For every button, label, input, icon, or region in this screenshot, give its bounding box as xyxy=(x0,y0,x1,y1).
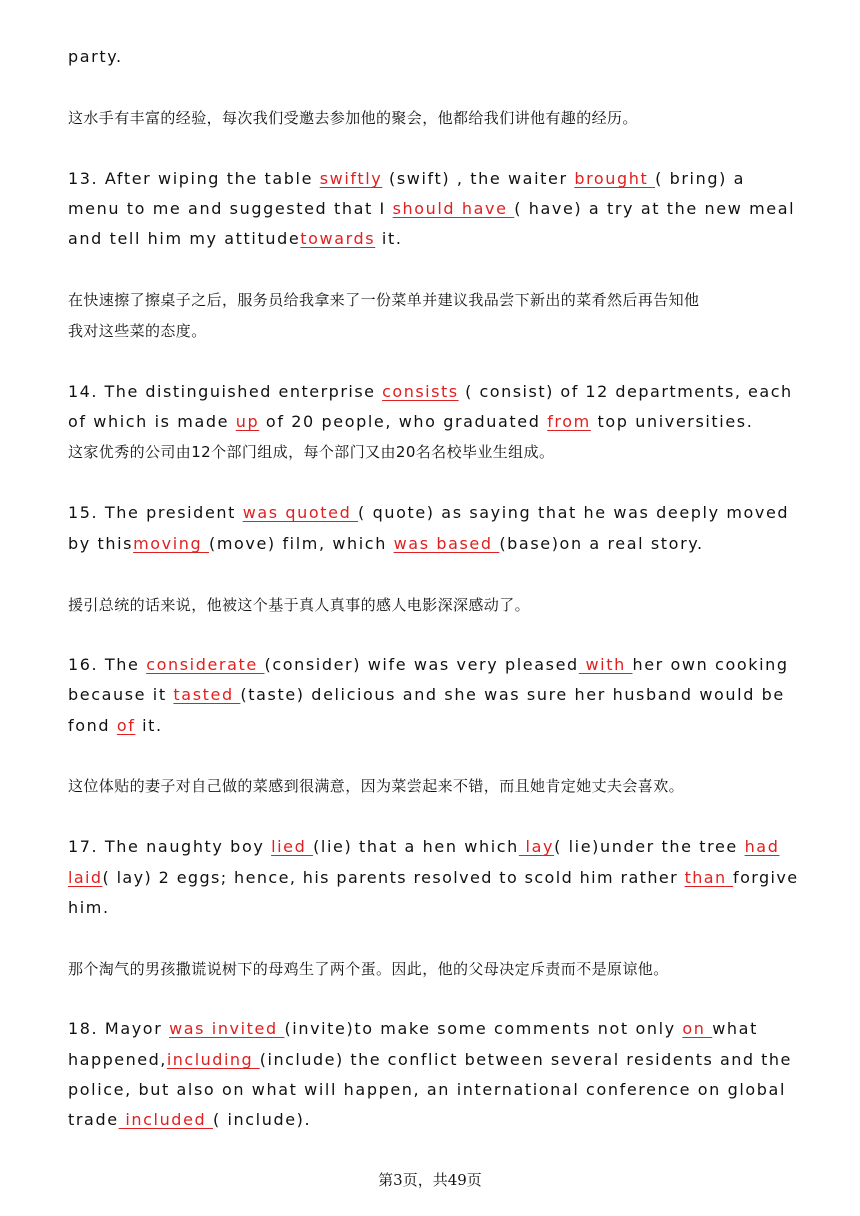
sentence-text: ( lie)under the tree xyxy=(554,837,745,856)
sentence-text: of which is made xyxy=(68,412,236,431)
sentence-text: 17. The naughty boy xyxy=(68,837,272,856)
translation-line: 那个淘气的男孩撒谎说树下的母鸡生了两个蛋。因此，他的父母决定斥责而不是原谅他。 xyxy=(68,960,669,978)
sentence-text: 16. The xyxy=(68,655,147,674)
sentence-text: what xyxy=(712,1019,758,1038)
sentence-text: (consider) wife was very pleased xyxy=(264,655,579,674)
sentence-text: it. xyxy=(375,229,403,248)
sentence-text: ( bring) a xyxy=(655,169,746,188)
answer-blank: had xyxy=(744,837,780,856)
answer-blank: than xyxy=(684,868,734,887)
translation-line: 援引总统的话来说，他被这个基于真人真事的感人电影深深感动了。 xyxy=(68,596,531,614)
sentence-text: (invite)to make some comments not only xyxy=(284,1019,683,1038)
sentence-text: forgive xyxy=(733,868,799,887)
sentence-text: of 20 people, who graduated xyxy=(259,412,548,431)
answer-blank: up xyxy=(235,412,260,431)
sentence-text: (lie) that a hen which xyxy=(313,837,519,856)
translation-line: 我对这些菜的态度。 xyxy=(68,322,207,340)
sentence-text: because it xyxy=(68,685,174,704)
sentence-text: ( quote) as saying that he was deeply moved xyxy=(358,503,790,522)
sentence-text: ( lay) 2 eggs; hence, his parents resolved to scold him rather xyxy=(102,868,685,887)
exercise-line xyxy=(68,1110,311,1130)
answer-blank: was invited xyxy=(169,1019,285,1038)
sentence-text: (taste) delicious and she was sure her husband would be xyxy=(240,685,785,704)
exercise-line xyxy=(68,534,704,554)
answer-blank: should have xyxy=(392,199,515,218)
sentence-text: happened, xyxy=(68,1050,167,1069)
answer-blank: from xyxy=(547,412,591,431)
answer-blank: moving xyxy=(133,534,209,553)
exercise-line xyxy=(68,837,779,857)
sentence-text: by this xyxy=(68,534,134,553)
page-footer: 第3页，共49页 xyxy=(378,1171,482,1189)
sentence-text: 14. The distinguished enterprise xyxy=(68,382,383,401)
sentence-text: police, but also on what will happen, an international conference on global xyxy=(68,1080,787,1099)
exercise-line xyxy=(68,169,745,189)
exercise-line xyxy=(68,868,798,888)
sentence-text: fond xyxy=(68,716,117,735)
answer-blank: included xyxy=(118,1110,213,1129)
exercise-line xyxy=(68,47,123,67)
sentence-text: menu to me and suggested that I xyxy=(68,199,393,218)
sentence-text: 18. Mayor xyxy=(68,1019,170,1038)
answer-blank: was quoted xyxy=(242,503,359,522)
sentence-text: 15. The president xyxy=(68,503,243,522)
sentence-text: ( include). xyxy=(212,1110,312,1129)
sentence-text: (base)on a real story. xyxy=(499,534,704,553)
exercise-line xyxy=(68,503,789,523)
sentence-text: and tell him my attitude xyxy=(68,229,301,248)
translation-line: 这水手有丰富的经验，每次我们受邀去参加他的聚会，他都给我们讲他有趣的经历。 xyxy=(68,109,638,127)
exercise-line xyxy=(68,1019,758,1039)
exercise-line xyxy=(68,898,110,918)
exercise-line xyxy=(68,716,163,736)
answer-blank: laid xyxy=(68,868,103,887)
exercise-line xyxy=(68,199,795,219)
translation-line: 这位体贴的妻子对自己做的菜感到很满意，因为菜尝起来不错，而且她肯定她丈夫会喜欢。 xyxy=(68,777,685,795)
exercise-line xyxy=(68,1080,786,1100)
sentence-text: trade xyxy=(68,1110,119,1129)
sentence-text: top universities. xyxy=(590,412,754,431)
sentence-text: ( consist) of 12 departments, each xyxy=(458,382,793,401)
sentence-text: it. xyxy=(135,716,163,735)
answer-blank: on xyxy=(682,1019,713,1038)
sentence-text: (include) the conflict between several residents and the xyxy=(259,1050,792,1069)
sentence-text: party. xyxy=(68,47,123,66)
exercise-line xyxy=(68,229,403,249)
answer-blank: with xyxy=(578,655,633,674)
answer-blank: lay xyxy=(518,837,555,856)
sentence-text: her own cooking xyxy=(632,655,789,674)
answer-blank: brought xyxy=(574,169,656,188)
exercise-line xyxy=(68,382,793,402)
answer-blank: lied xyxy=(271,837,314,856)
answer-blank: towards xyxy=(300,229,376,248)
answer-blank: was based xyxy=(393,534,500,553)
answer-blank: including xyxy=(166,1050,260,1069)
sentence-text: (swift) , the waiter xyxy=(382,169,575,188)
answer-blank: of xyxy=(116,716,136,735)
answer-blank: consists xyxy=(382,382,459,401)
answer-blank: tasted xyxy=(173,685,241,704)
exercise-line xyxy=(68,655,789,675)
exercise-line xyxy=(68,412,753,432)
translation-line: 这家优秀的公司由12个部门组成，每个部门又由20名名校毕业生组成。 xyxy=(68,443,555,461)
exercise-line xyxy=(68,685,785,705)
sentence-text: him. xyxy=(68,898,110,917)
exercise-line xyxy=(68,1050,792,1070)
answer-blank: swiftly xyxy=(319,169,383,188)
translation-line: 在快速擦了擦桌子之后，服务员给我拿来了一份菜单并建议我品尝下新出的菜肴然后再告知他 xyxy=(68,291,700,309)
sentence-text: ( have) a try at the new meal xyxy=(514,199,796,218)
sentence-text: 13. After wiping the table xyxy=(68,169,320,188)
sentence-text: (move) film, which xyxy=(208,534,394,553)
answer-blank: considerate xyxy=(146,655,265,674)
